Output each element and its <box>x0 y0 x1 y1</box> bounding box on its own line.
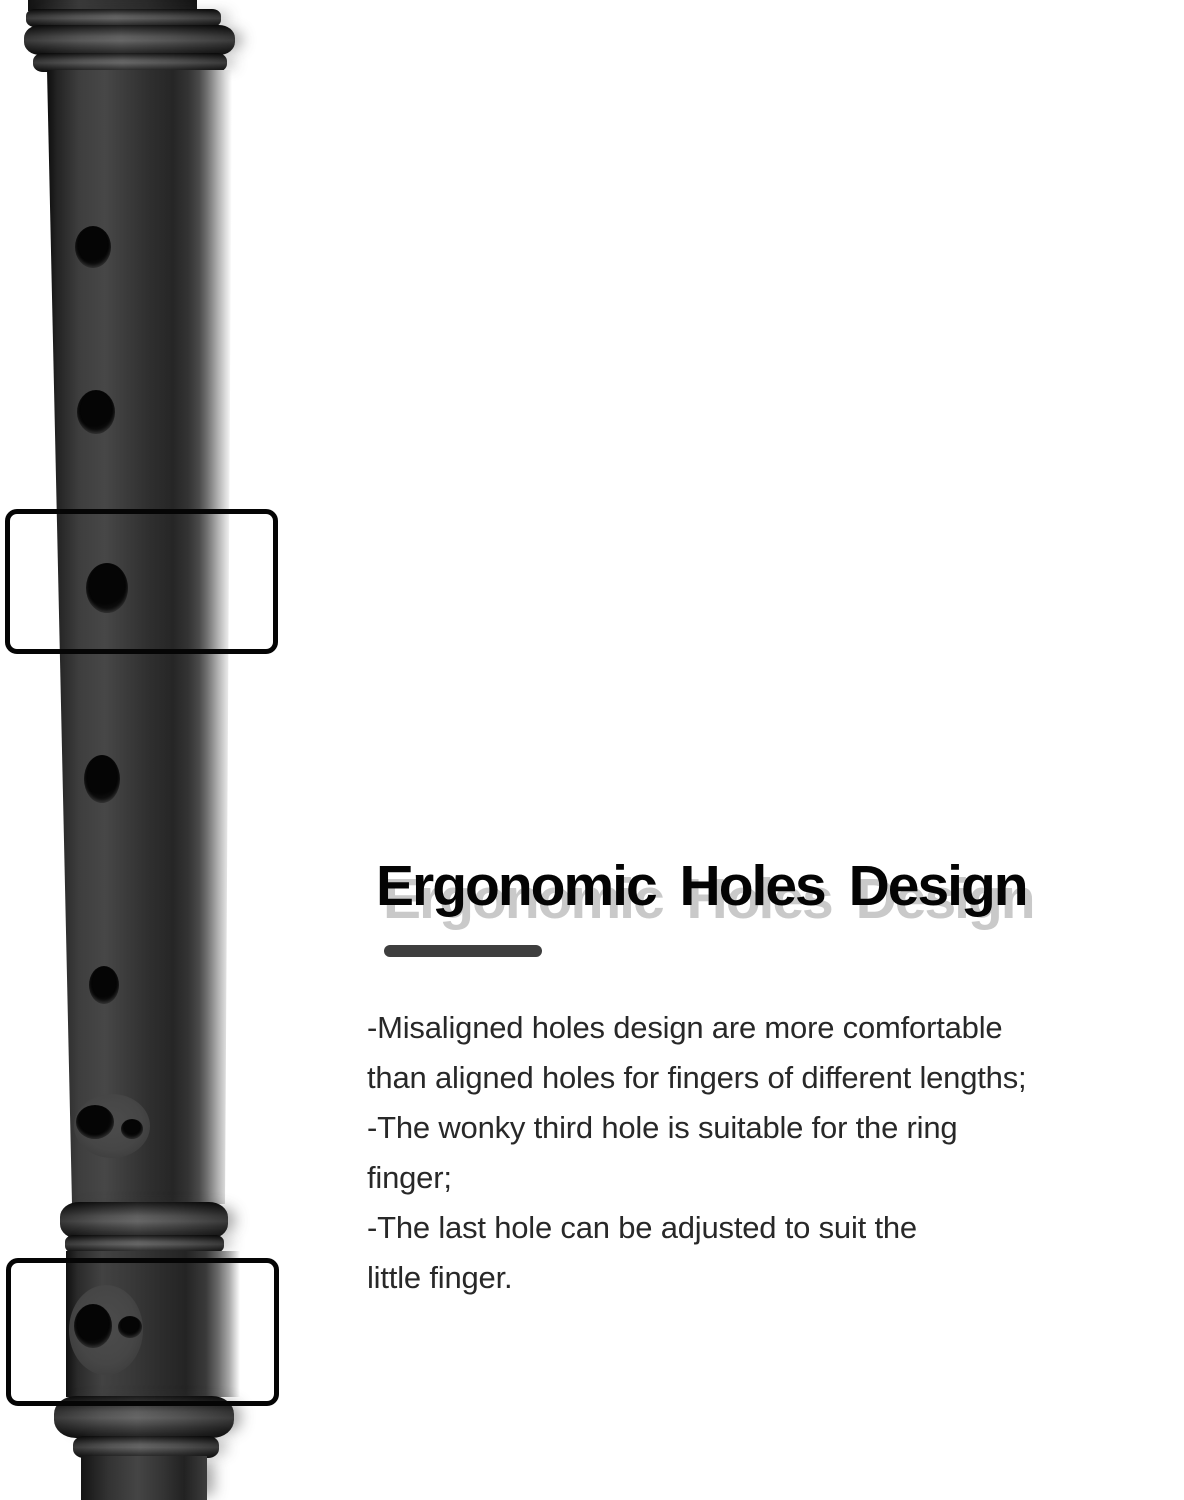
section-title: Ergonomic Holes Design <box>376 854 1027 918</box>
feature-description <box>367 1003 1179 1303</box>
description-line: little finger. <box>367 1260 513 1295</box>
description-line: finger; <box>367 1160 452 1195</box>
title-underline <box>384 945 542 957</box>
description-line: -The last hole can be adjusted to suit the <box>367 1210 917 1245</box>
description-line: -Misaligned holes design are more comfortable <box>367 1010 1003 1045</box>
description-line: -The wonky third hole is suitable for the ring <box>367 1110 958 1145</box>
description-line: than aligned holes for fingers of different lengths; <box>367 1060 1027 1095</box>
highlight-box-third-hole <box>5 509 278 654</box>
highlight-box-last-hole <box>6 1258 279 1406</box>
